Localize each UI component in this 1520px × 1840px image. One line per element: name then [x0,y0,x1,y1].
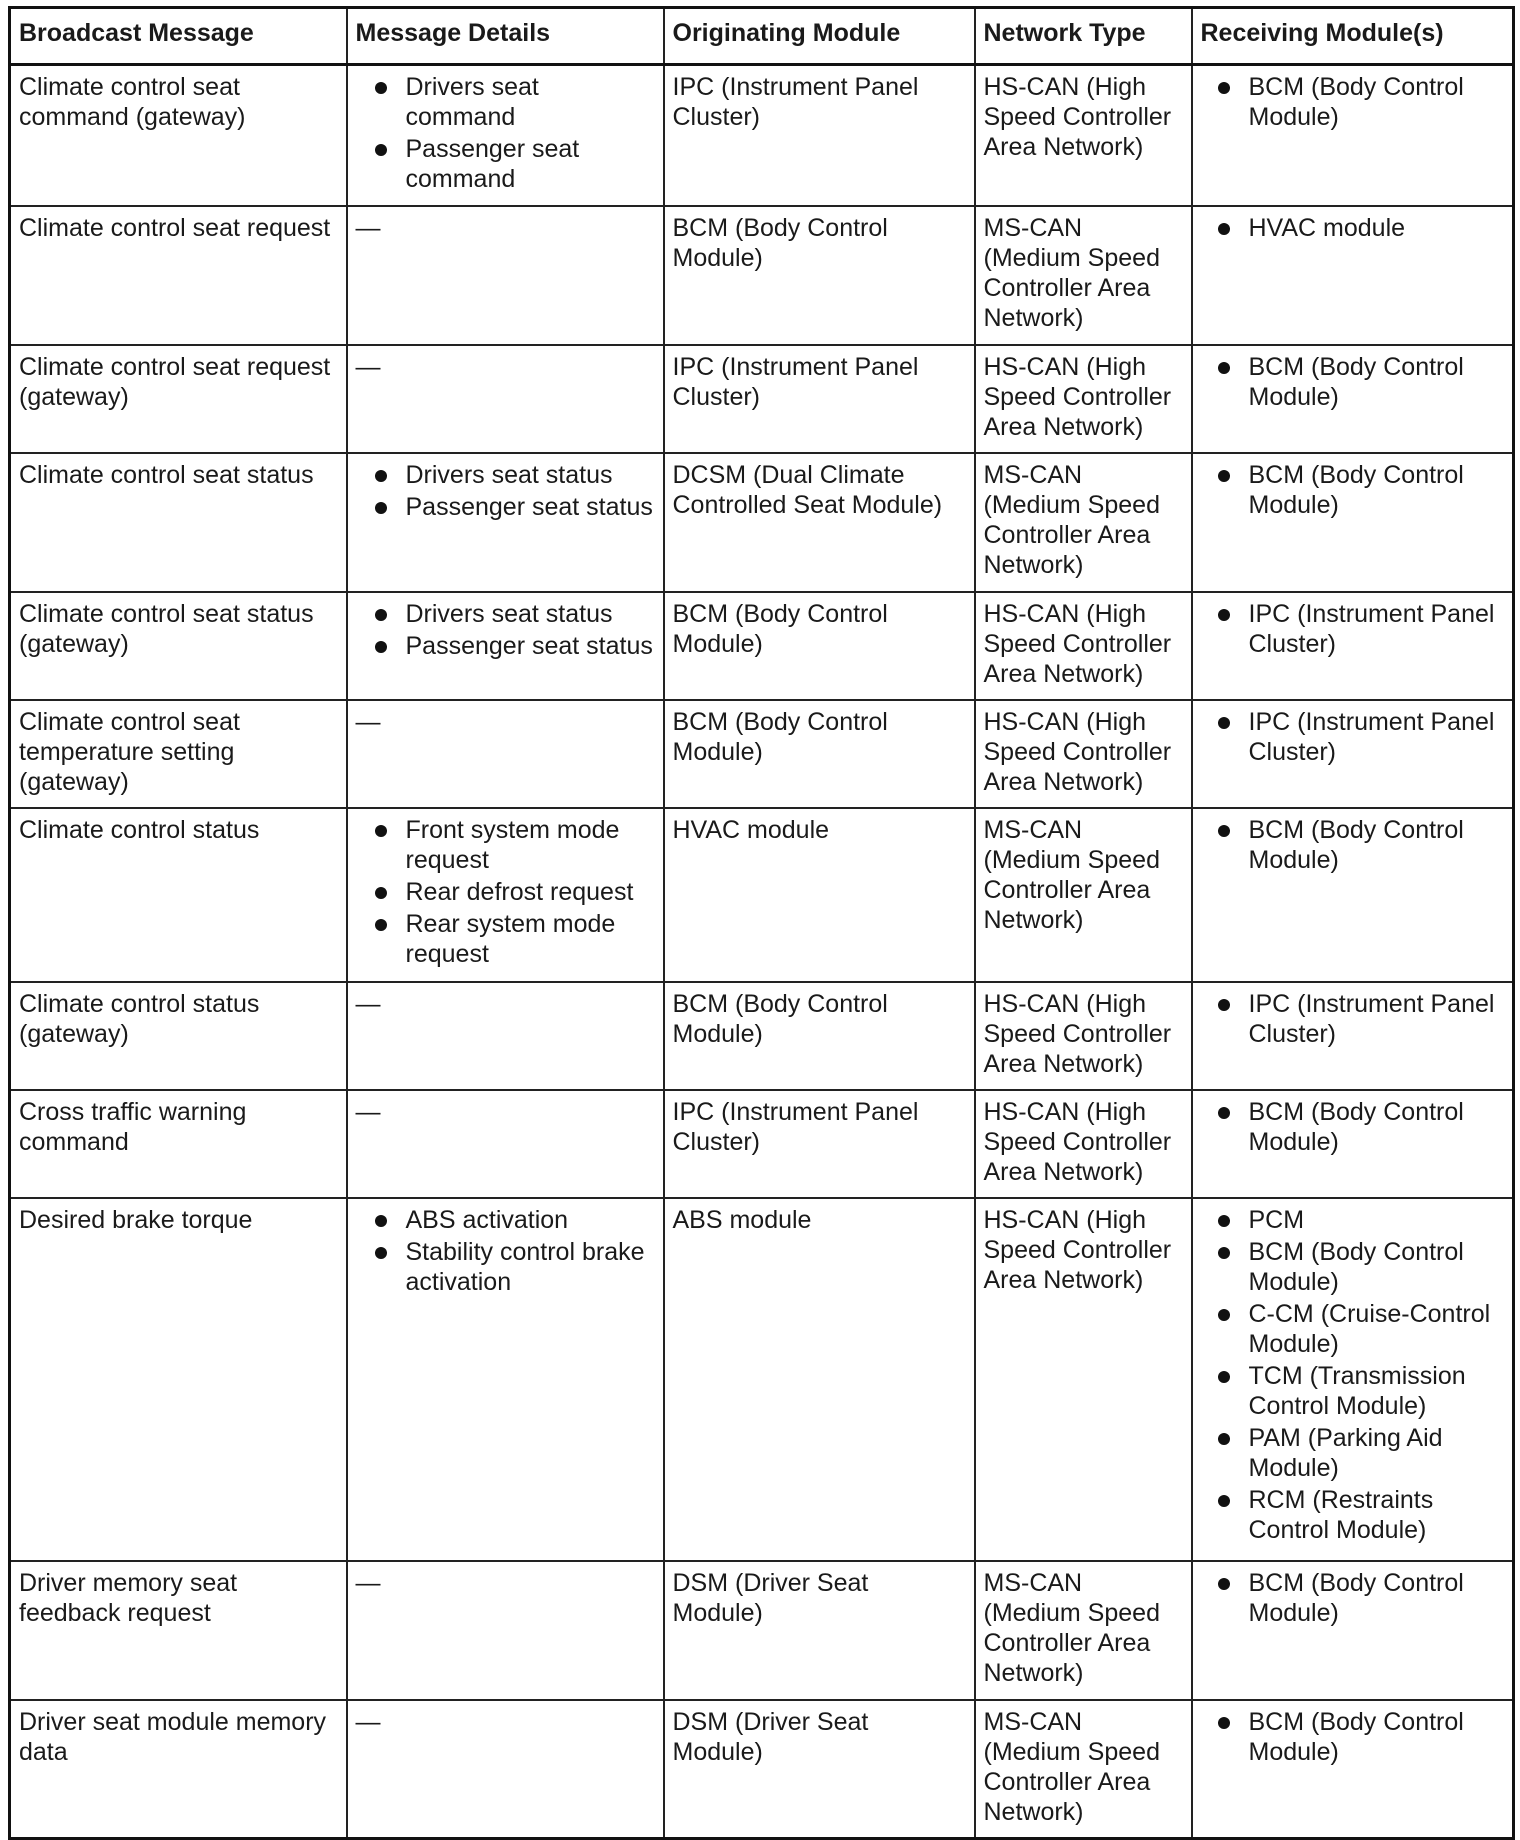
list-item: IPC (Instrument Panel Cluster) [1201,599,1505,659]
cell-receiving-modules [1192,206,1514,345]
table-row [10,345,1514,453]
cell-receiving-modules [1192,453,1514,592]
cell-message-details: — [347,982,664,1090]
list-item: Stability control brake activation [356,1237,655,1297]
receiving-list [1201,707,1505,767]
table-row [10,1090,1514,1198]
cell-originating-module: DSM (Driver Seat Module) [664,1561,975,1700]
cell-originating-module: IPC (Instrument Panel Cluster) [664,65,975,206]
cell-broadcast-message: Climate control seat temperature setting (gateway) [10,700,347,808]
receiving-list [1201,352,1505,412]
list-item: Drivers seat command [356,72,655,132]
list-item: BCM (Body Control Module) [1201,1568,1505,1628]
cell-originating-module: BCM (Body Control Module) [664,700,975,808]
cell-message-details [347,592,664,700]
cell-originating-module: BCM (Body Control Module) [664,592,975,700]
list-item: IPC (Instrument Panel Cluster) [1201,989,1505,1049]
cell-receiving-modules [1192,982,1514,1090]
details-list [356,460,655,522]
table-row [10,700,1514,808]
cell-message-details: — [347,1090,664,1198]
cell-message-details: — [347,1561,664,1700]
cell-broadcast-message: Cross traffic warning command [10,1090,347,1198]
cell-message-details [347,1198,664,1561]
cell-receiving-modules [1192,1198,1514,1561]
receiving-list [1201,460,1505,520]
cell-network-type: HS-CAN (High Speed Controller Area Network) [975,65,1192,206]
cell-broadcast-message: Climate control seat status (gateway) [10,592,347,700]
cell-originating-module: DCSM (Dual Climate Controlled Seat Module) [664,453,975,592]
list-item: Passenger seat command [356,134,655,194]
cell-receiving-modules [1192,700,1514,808]
list-item: Rear system mode request [356,909,655,969]
table-row [10,1561,1514,1700]
receiving-list [1201,1097,1505,1157]
cell-network-type: HS-CAN (High Speed Controller Area Network) [975,1198,1192,1561]
cell-network-type: MS-CAN (Medium Speed Controller Area Network) [975,808,1192,982]
cell-broadcast-message: Climate control status [10,808,347,982]
cell-broadcast-message: Climate control seat request [10,206,347,345]
list-item: BCM (Body Control Module) [1201,815,1505,875]
receiving-list [1201,599,1505,659]
receiving-list [1201,1568,1505,1628]
cell-originating-module: ABS module [664,1198,975,1561]
cell-receiving-modules [1192,592,1514,700]
cell-message-details [347,808,664,982]
cell-network-type: HS-CAN (High Speed Controller Area Network) [975,592,1192,700]
list-item: Rear defrost request [356,877,655,907]
column-header-originating-module: Originating Module [664,8,975,65]
cell-message-details [347,65,664,206]
cell-message-details: — [347,345,664,453]
details-list [356,599,655,661]
cell-network-type: HS-CAN (High Speed Controller Area Network) [975,700,1192,808]
cell-receiving-modules [1192,65,1514,206]
list-item: PCM [1201,1205,1505,1235]
cell-network-type: MS-CAN (Medium Speed Controller Area Network) [975,1700,1192,1839]
column-header-receiving-modules: Receiving Module(s) [1192,8,1514,65]
receiving-list [1201,72,1505,132]
list-item: RCM (Restraints Control Module) [1201,1485,1505,1545]
list-item: Drivers seat status [356,599,655,629]
cell-receiving-modules [1192,345,1514,453]
list-item: IPC (Instrument Panel Cluster) [1201,707,1505,767]
column-header-broadcast-message: Broadcast Message [10,8,347,65]
list-item: ABS activation [356,1205,655,1235]
cell-broadcast-message: Desired brake torque [10,1198,347,1561]
receiving-list [1201,989,1505,1049]
cell-originating-module: BCM (Body Control Module) [664,206,975,345]
cell-message-details [347,453,664,592]
table-row [10,453,1514,592]
receiving-list [1201,1205,1505,1545]
broadcast-message-table [8,6,1515,1840]
list-item: HVAC module [1201,213,1505,243]
list-item: Passenger seat status [356,492,655,522]
cell-network-type: MS-CAN (Medium Speed Controller Area Network) [975,1561,1192,1700]
table-row [10,808,1514,982]
cell-originating-module: DSM (Driver Seat Module) [664,1700,975,1839]
list-item: Passenger seat status [356,631,655,661]
receiving-list [1201,815,1505,875]
details-list [356,815,655,969]
column-header-network-type: Network Type [975,8,1192,65]
cell-network-type: HS-CAN (High Speed Controller Area Network) [975,982,1192,1090]
list-item: BCM (Body Control Module) [1201,1097,1505,1157]
list-item: BCM (Body Control Module) [1201,352,1505,412]
table-row [10,65,1514,206]
list-item: PAM (Parking Aid Module) [1201,1423,1505,1483]
cell-broadcast-message: Climate control seat status [10,453,347,592]
details-list [356,1205,655,1297]
cell-originating-module: IPC (Instrument Panel Cluster) [664,1090,975,1198]
list-item: C-CM (Cruise-Control Module) [1201,1299,1505,1359]
cell-receiving-modules [1192,1700,1514,1839]
column-header-message-details: Message Details [347,8,664,65]
table-row [10,982,1514,1090]
receiving-list [1201,213,1505,243]
cell-message-details: — [347,1700,664,1839]
cell-network-type: MS-CAN (Medium Speed Controller Area Network) [975,453,1192,592]
cell-message-details: — [347,206,664,345]
cell-broadcast-message: Climate control status (gateway) [10,982,347,1090]
cell-receiving-modules [1192,808,1514,982]
cell-originating-module: IPC (Instrument Panel Cluster) [664,345,975,453]
cell-message-details: — [347,700,664,808]
cell-broadcast-message: Driver memory seat feedback request [10,1561,347,1700]
list-item: BCM (Body Control Module) [1201,460,1505,520]
list-item: BCM (Body Control Module) [1201,1707,1505,1767]
receiving-list [1201,1707,1505,1767]
cell-broadcast-message: Climate control seat command (gateway) [10,65,347,206]
table-row [10,592,1514,700]
cell-broadcast-message: Climate control seat request (gateway) [10,345,347,453]
cell-network-type: MS-CAN (Medium Speed Controller Area Network) [975,206,1192,345]
cell-originating-module: HVAC module [664,808,975,982]
details-list [356,72,655,194]
cell-receiving-modules [1192,1090,1514,1198]
list-item: Front system mode request [356,815,655,875]
header-row [10,8,1514,65]
cell-originating-module: BCM (Body Control Module) [664,982,975,1090]
table-row [10,1700,1514,1839]
list-item: BCM (Body Control Module) [1201,1237,1505,1297]
cell-broadcast-message: Driver seat module memory data [10,1700,347,1839]
cell-network-type: HS-CAN (High Speed Controller Area Network) [975,1090,1192,1198]
list-item: TCM (Transmission Control Module) [1201,1361,1505,1421]
list-item: Drivers seat status [356,460,655,490]
table-row [10,206,1514,345]
list-item: BCM (Body Control Module) [1201,72,1505,132]
table-row [10,1198,1514,1561]
cell-receiving-modules [1192,1561,1514,1700]
cell-network-type: HS-CAN (High Speed Controller Area Network) [975,345,1192,453]
